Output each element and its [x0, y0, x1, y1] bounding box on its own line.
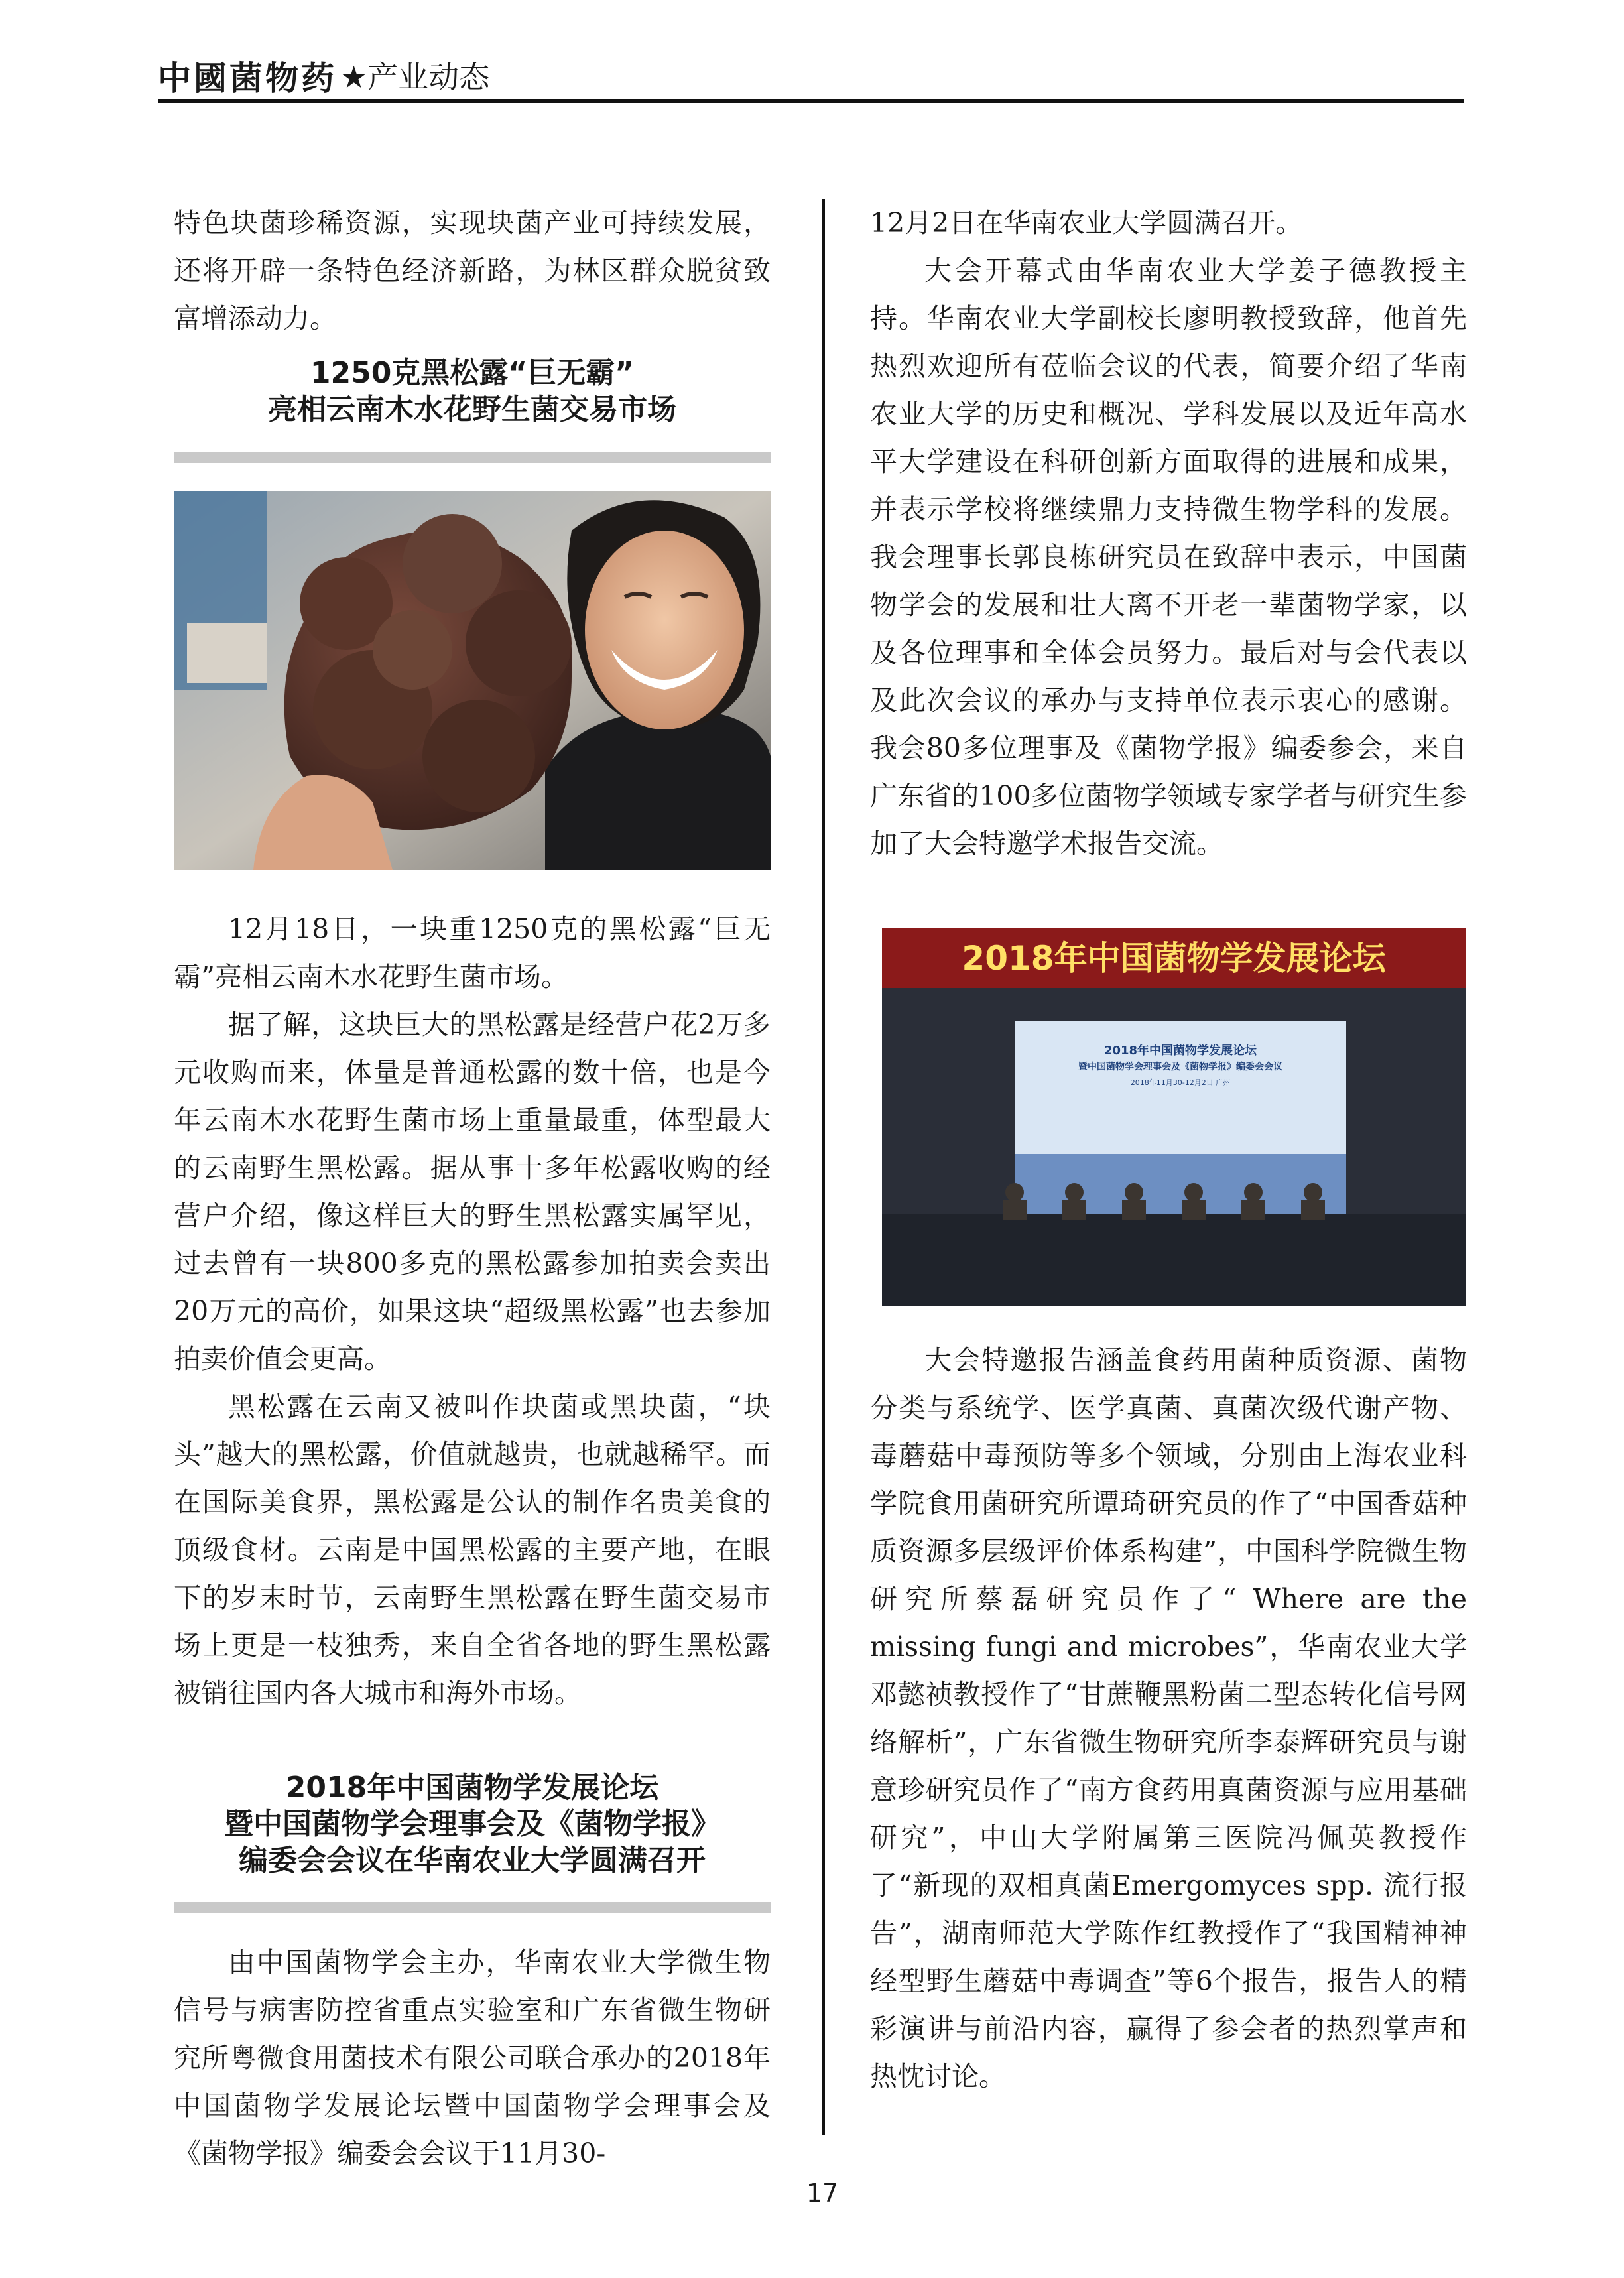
forum-photo [882, 928, 1466, 1306]
article2-title-bar [174, 1902, 771, 1913]
article2-title-line3: 编委会会议在华南农业大学圆满召开 [239, 1844, 706, 1877]
article1-paragraph-2: 据了解，这块巨大的黑松露是经营户花2万多元收购而来，体量是普通松露的数十倍，也是今年云南木水花野生菌市场上重量最重，体型最大的云南野生黑松露。据从事十多年松露收购的经营户介绍，像这样巨大的野生黑松露实属罕见，过去曾有一块800多克的黑松露参加拍卖会卖出20万元的高价，如果这块“超级黑松露”也去参加拍卖价值会更高。 [174, 1009, 771, 1375]
journal-brand: 中國菌物药 [158, 58, 337, 97]
right-paragraph-2: 大会开幕式由华南农业大学姜子德教授主持。华南农业大学副校长廖明教授致辞，他首先热烈欢迎所有莅临会议的代表，简要介绍了华南农业大学的历史和概况、学科发展以及近年高水平大学建设在科研创新方面取得的进展和成果，并表示学校将继续鼎力支持微生物学科的发展。我会理事长郭良栋研究员在致辞中表示，中国菌物学会的发展和壮大离不开老一辈菌物学家，以及各位理事和全体会员努力。最后对与会代表以及此次会议的承办与支持单位表示衷心的感谢。我会80多位理事及《菌物学报》编委参会，来自广东省的100多位菌物学领域专家学者与研究生参加了大会特邀学术报告交流。 [870, 255, 1467, 859]
article2-paragraph-1: 由中国菌物学会主办，华南农业大学微生物信号与病害防控省重点实验室和广东省微生物研究所粤微食用菌技术有限公司联合承办的2018年中国菌物学发展论坛暨中国菌物学会理事会及《菌物学报》编委会会议于11月30- [174, 1946, 771, 2169]
article1-title-line1: 1250克黑松露“巨无霸” [310, 356, 635, 390]
panel-people [988, 1180, 1359, 1220]
header-rule [158, 99, 1464, 103]
right-paragraph-3: 大会特邀报告涵盖食药用菌种质资源、菌物分类与系统学、医学真菌、真菌次级代谢产物、毒蘑菇中毒预防等多个领域，分别由上海农业科学院食用菌研究所谭琦研究员的作了“中国香菇种质资源多层级评价体系构建”，中国科学院微生物研究所蔡磊研究员作了“ Where are the missing fungi and microbes”，华南农业大学邓懿祯教授作了“甘蔗鞭黑粉菌二型态转化信号网络解析”，广东省微生物研究所李泰辉研究员与谢意珍研究员作了“南方食药用真菌资源与应用基础研究”，中山大学附属第三医院冯佩英教授作了“新现的双相真菌Emergomyces spp. 流行报告”，湖南师范大学陈作红教授作了“我国精神神经型野生蘑菇中毒调查”等6个报告，报告人的精彩演讲与前沿内容，赢得了参会者的热烈掌声和热忱讨论。 [870, 1344, 1467, 2092]
section-label: ★产业动态 [340, 59, 490, 95]
right-paragraph-1: 12月2日在华南农业大学圆满召开。 [870, 207, 1303, 239]
article1-paragraph-3: 黑松露在云南又被叫作块菌或黑块菌，“块头”越大的黑松露，价值就越贵，也就越稀罕。而在国际美食界，黑松露是公认的制作名贵美食的顶级食材。云南是中国黑松露的主要产地，在眼下的岁末时节，云南野生黑松露在野生菌交易市场上更是一枝独秀，来自全省各地的野生黑松露被销往国内各大城市和海外市场。 [174, 1391, 771, 1709]
screen-title-line1: 2018年中国菌物学发展论坛 [1103, 1044, 1257, 1058]
column-divider [822, 199, 825, 2135]
article1-title [174, 355, 771, 428]
page-header [158, 40, 1464, 103]
panel-people-illustration [988, 1180, 1359, 1220]
forum-banner: 2018年中国菌物学发展论坛 [882, 928, 1466, 988]
page-number: 17 [806, 2179, 839, 2208]
intro-paragraph: 特色块菌珍稀资源，实现块菌产业可持续发展，还将开辟一条特色经济新路，为林区群众脱贫致富增添动力。 [174, 207, 771, 334]
stage-table [882, 1214, 1466, 1306]
article1-paragraph-1: 12月18日，一块重1250克的黑松露“巨无霸”亮相云南木水花野生菌市场。 [174, 913, 771, 993]
screen-title-line2: 暨中国菌物学会理事会及《菌物学报》编委会会议 [1078, 1062, 1282, 1072]
article1-title-line2: 亮相云南木水花野生菌交易市场 [268, 393, 676, 426]
article2-title-line1: 2018年中国菌物学发展论坛 [285, 1771, 659, 1804]
article2-title [174, 1769, 771, 1879]
screen-date: 2018年11月30-12月2日 广州 [1130, 1078, 1231, 1087]
article2-title-line2: 暨中国菌物学会理事会及《菌物学报》 [224, 1807, 720, 1841]
article1-title-bar [174, 452, 771, 463]
truffle-photo [174, 491, 771, 870]
truffle-photo-illustration [174, 491, 771, 870]
